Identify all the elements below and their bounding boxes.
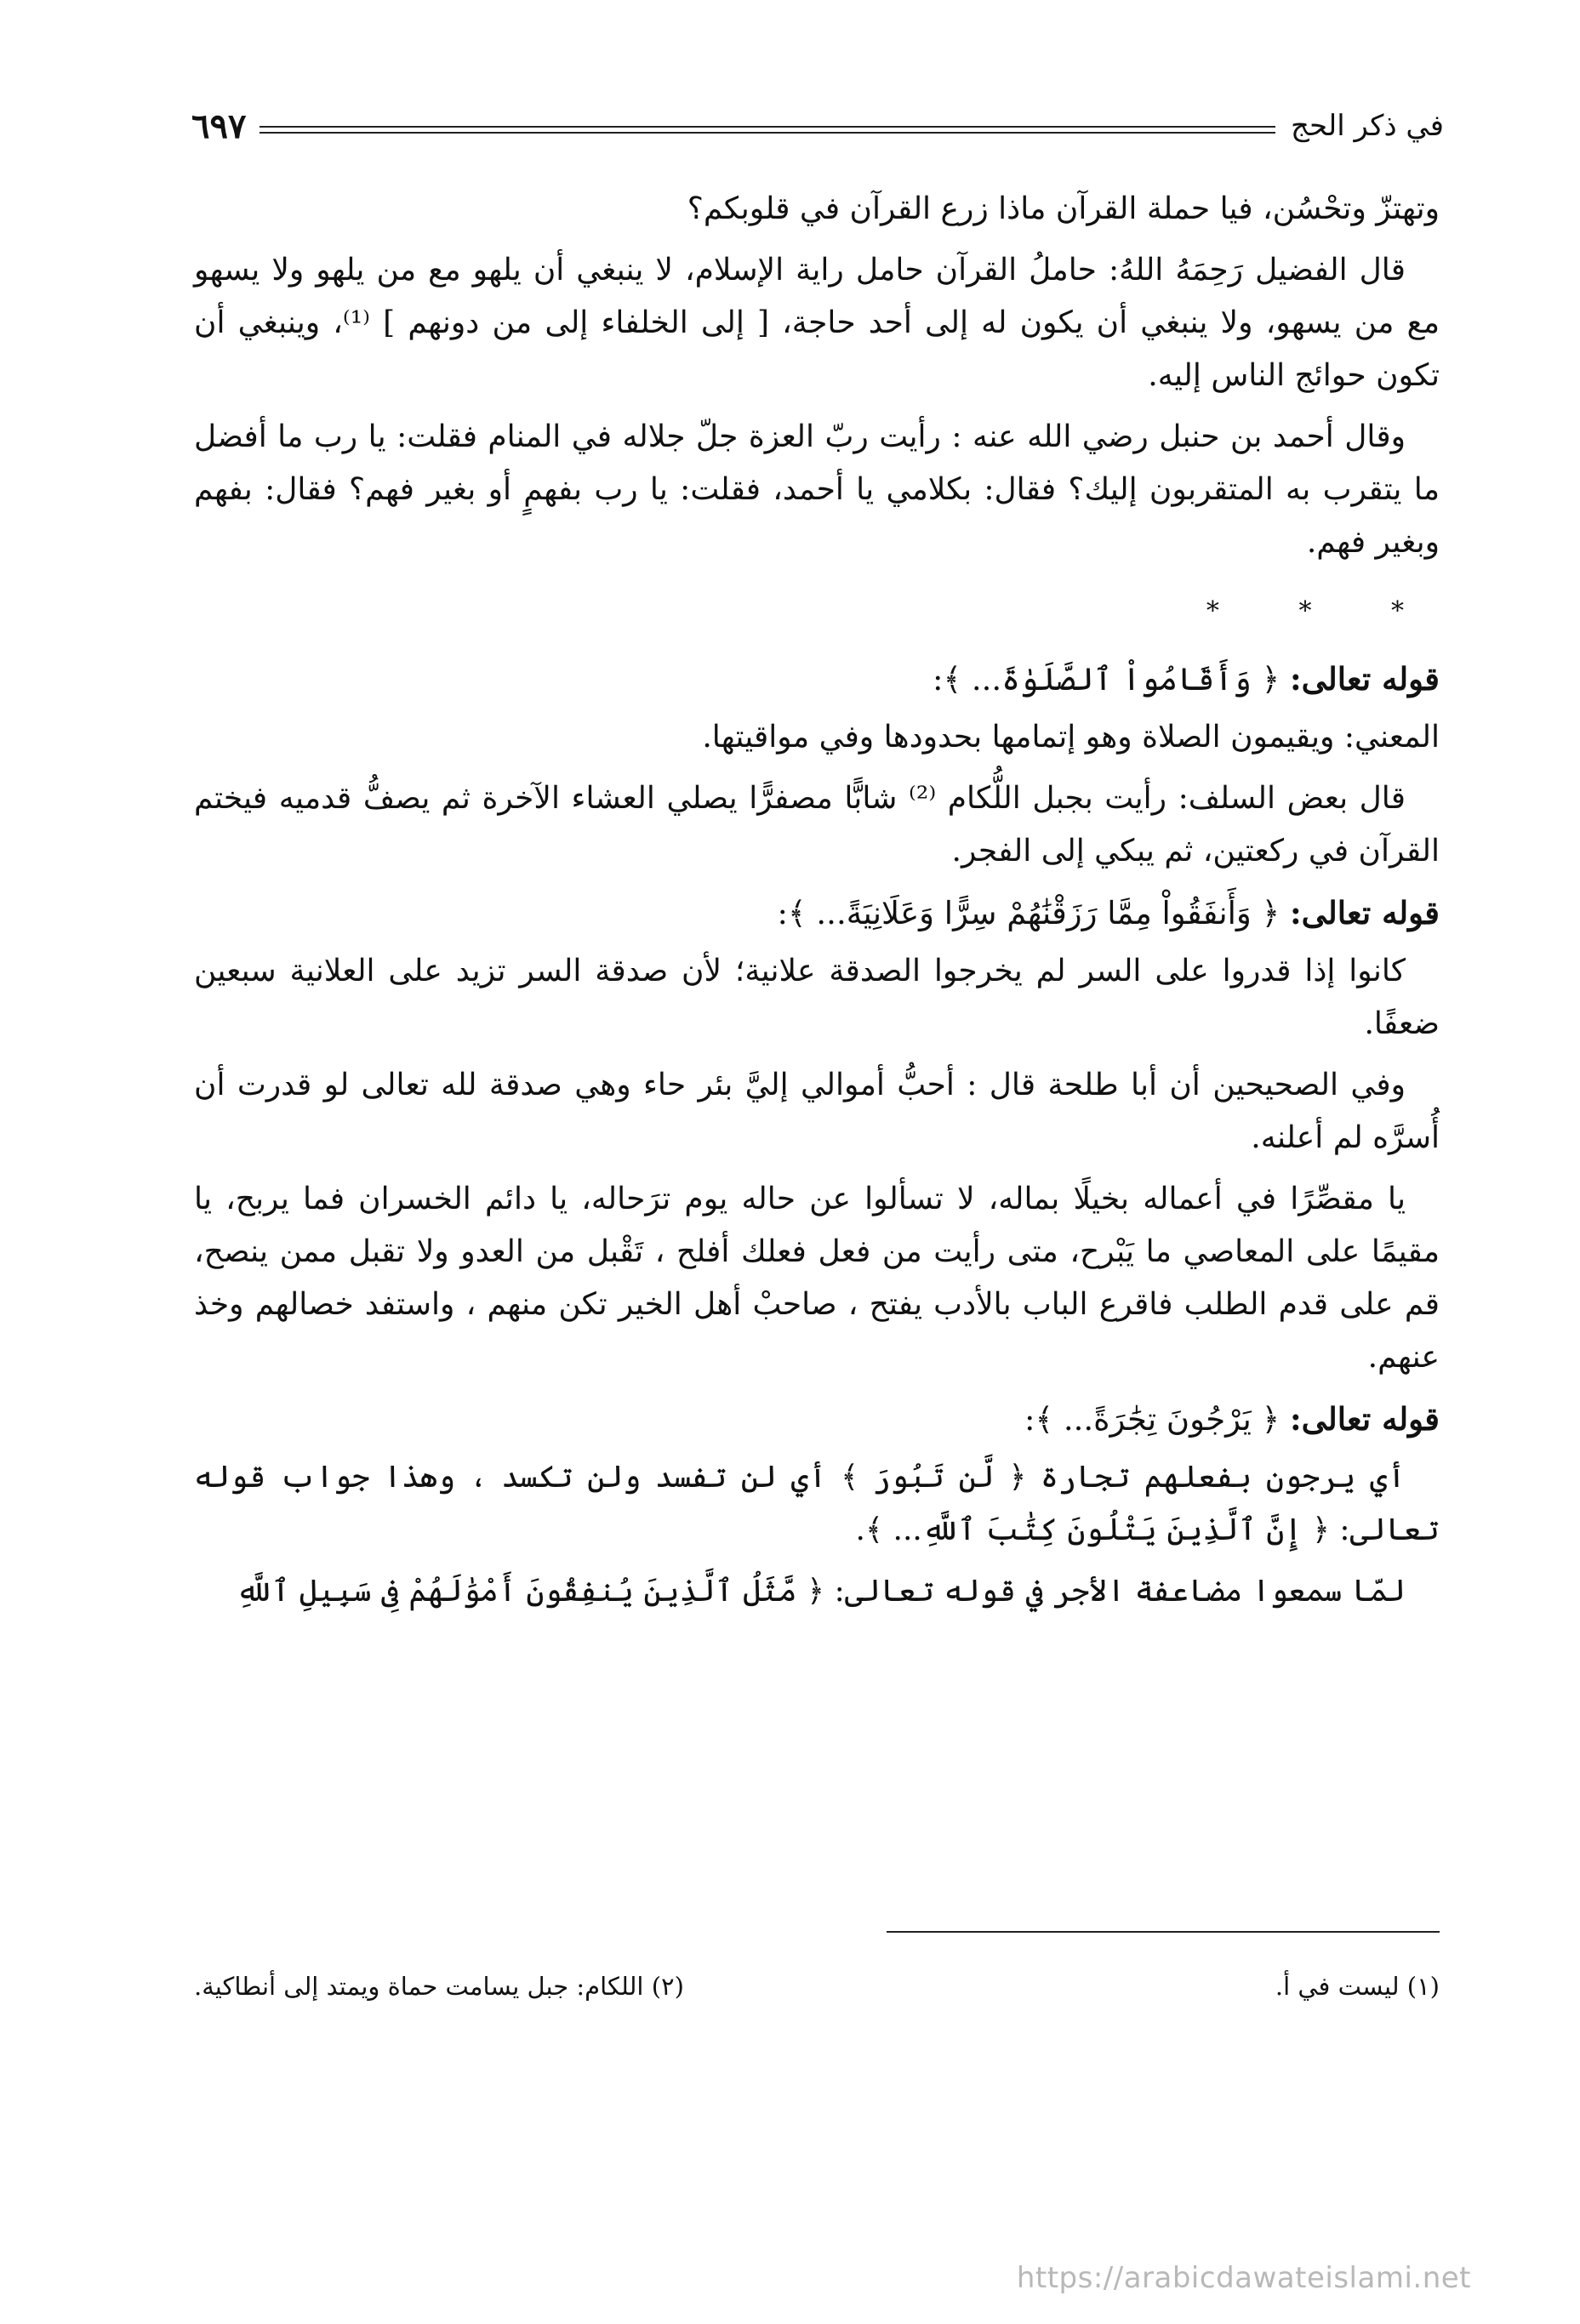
running-title: في ذكر الحج	[1291, 109, 1444, 143]
section-separator: * * *	[1206, 596, 1440, 626]
quran-verse: ﴿ وَأَنفَقُواْ مِمَّا رَزَقْنَٰهُمْ سِرًّا وَعَلَانِيَةً... ﴾:	[777, 895, 1281, 931]
paragraph: وقال أحمد بن حنبل رضي الله عنه : رأيت ربّ العزة جلّ جلاله في المنام فقلت: يا رب ما أفضل ما يتقرب به المتقربون إليك؟ فقال: بكلامي يا أحمد، فقلت: يا رب بفهمٍ أو بغير فهم؟ فقال: بفهم وبغير فهم.	[194, 419, 1440, 560]
paragraph: يا مقصِّرًا في أعماله بخيلًا بماله، لا تسألوا عن حاله يوم ترَحاله، يا دائم الخسران فما يربح، يا مقيمًا على المعاصي ما يَبْرح، متى رأيت من فعل فعلك أفلح ، تَقْبل من العدو ولا تقبل ممن ينصح، قم على قدم الطلب فاقرع الباب بالأدب يفتح ، صاحبْ أهل الخير تكن منهم ، واستفد خصالهم وخذ عنهم.	[194, 1182, 1440, 1375]
paragraph: المعني: ويقيمون الصلاة وهو إتمامها بحدودها وفي مواقيتها.	[702, 720, 1440, 755]
verse-heading	[194, 886, 1440, 940]
page-header	[191, 100, 1444, 151]
watermark-url: https://arabicdawateislami.net	[1016, 2261, 1471, 2295]
heading-lead: قوله تعالى:	[1290, 1400, 1440, 1438]
paragraph: كانوا إذا قدروا على السر لم يخرجوا الصدقة علانية؛ لأن صدقة السر تزيد على العلانية سبعين ضعفًا.	[194, 954, 1440, 1041]
paragraph: وفي الصحيحين أن أبا طلحة قال : أحبُّ أموالي إليَّ بئر حاء وهي صدقة لله تعالى لو قدرت أن أُسرَّه لم أعلنه.	[194, 1068, 1440, 1155]
quran-verse: ﴿ يَرْجُونَ تِجَٰرَةً... ﴾:	[1024, 1401, 1281, 1438]
footnote-rule	[887, 1931, 1440, 1933]
header-rule	[260, 126, 1275, 134]
verse-heading	[194, 652, 1440, 706]
paragraph: قال بعض السلف: رأيت بجبل اللُّكام ⁽²⁾ شابًّا مصفرًّا يصلي العشاء الآخرة ثم يصفُّ قدميه فيختم القرآن في ركعتين، ثم يبكي إلى الفجر.	[194, 781, 1440, 869]
footnotes	[194, 1972, 1440, 2001]
body-text	[194, 183, 1440, 1626]
paragraph: وتهتزّ وتحْسُن، فيا حملة القرآن ماذا زرع القرآن في قلوبكم؟	[687, 191, 1440, 226]
verse-heading	[194, 1393, 1440, 1446]
heading-lead: قوله تعالى:	[1290, 660, 1440, 698]
paragraph: أي يرجون بفعلهم تجارة ﴿ لَّن تَبُورَ ﴾ أي لن تفسد ولن تكسد ، وهذا جواب قوله تعالى: ﴿ إِنَّ ٱلَّذِينَ يَتْلُونَ كِتَٰبَ ٱللَّهِ... ﴾.	[194, 1460, 1440, 1547]
paragraph: لمّا سمعوا مضاعفة الأجر في قوله تعالى: ﴿ مَّثَلُ ٱلَّذِينَ يُنفِقُونَ أَمْوَٰلَهُمْ فِى سَبِيلِ ٱللَّهِ	[236, 1574, 1406, 1609]
page-number: ٦٩٧	[191, 105, 247, 146]
quran-verse: ﴿ وَأَقَامُواْ ٱلصَّلَوٰةَ... ﴾:	[933, 661, 1281, 698]
heading-lead: قوله تعالى:	[1290, 894, 1440, 931]
paragraph: قال الفضيل رَحِمَهُ اللهُ: حاملُ القرآن حامل راية الإسلام، لا ينبغي أن يلهو مع من يلهو ولا يسهو مع من يسهو، ولا ينبغي أن يكون له إلى أحد حاجة، [ إلى الخلفاء إلى من دونهم ] ⁽¹⁾، وينبغي أن تكون حوائج الناس إليه.	[194, 253, 1440, 393]
footnote-2: (٢) اللكام: جبل يسامت حماة ويمتد إلى أنطاكية.	[194, 1972, 684, 2001]
footnote-1: (١) ليست في أ.	[1275, 1972, 1440, 2001]
